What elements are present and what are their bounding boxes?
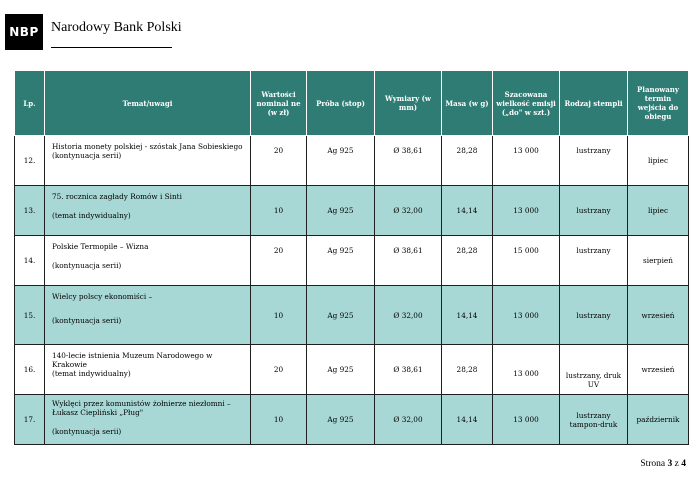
cell-mass: 28,28 [442, 345, 493, 395]
table-row [15, 136, 689, 186]
cell-dimensions: Ø 32,00 [375, 286, 442, 345]
col-header-nominal: Wartości nominal ne (w zł) [251, 71, 307, 136]
cell-release-date: wrzesień [628, 286, 689, 345]
cell-alloy: Ag 925 [307, 345, 375, 395]
cell-release-date: lipiec [628, 136, 689, 186]
cell-topic [45, 345, 251, 395]
cell-alloy: Ag 925 [307, 136, 375, 186]
cell-topic [45, 186, 251, 236]
cell-mass: 14,14 [442, 286, 493, 345]
cell-topic [45, 136, 251, 186]
total-pages: 4 [681, 459, 686, 469]
bank-name: Narodowy Bank Polski [51, 20, 182, 35]
cell-die-type: lustrzany tampon-druk [560, 395, 628, 445]
cell-release-date: październik [628, 395, 689, 445]
table-row [15, 236, 689, 286]
cell-release-date: sierpień [628, 236, 689, 286]
col-header-dimensions: Wymiary (w mm) [375, 71, 442, 136]
topic-note: (temat indywidualny) [52, 369, 131, 378]
cell-nominal: 10 [251, 286, 307, 345]
topic-note: (kontynuacja serii) [52, 261, 122, 270]
page-number [640, 459, 686, 469]
topic-note: (kontynuacja serii) [52, 316, 122, 325]
cell-lp: 16. [15, 345, 45, 395]
cell-lp: 12. [15, 136, 45, 186]
cell-die-type: lustrzany, druk UV [560, 345, 628, 395]
topic-note: (kontynuacja serii) [52, 427, 122, 436]
table-row [15, 286, 689, 345]
cell-die-type: lustrzany [560, 286, 628, 345]
cell-dimensions: Ø 38,61 [375, 345, 442, 395]
cell-topic [45, 236, 251, 286]
cell-nominal: 20 [251, 345, 307, 395]
topic-title: 140-lecie istnienia Muzeum Narodowego w Krakowie [52, 351, 213, 369]
cell-mintage: 13 000 [493, 345, 560, 395]
table-row [15, 186, 689, 236]
topic-title: Polskie Termopile – Wizna [52, 242, 149, 251]
cell-mass: 14,14 [442, 186, 493, 236]
cell-alloy: Ag 925 [307, 395, 375, 445]
cell-dimensions: Ø 38,61 [375, 236, 442, 286]
cell-mintage: 13 000 [493, 136, 560, 186]
cell-topic [45, 286, 251, 345]
col-header-topic: Temat/uwagi [45, 71, 251, 136]
col-header-mintage: Szacowana wielkość emisji („do" w szt.) [493, 71, 560, 136]
nbp-logo: NBP [5, 14, 43, 50]
cell-die-type: lustrzany [560, 136, 628, 186]
col-header-die-type: Rodzaj stempli [560, 71, 628, 136]
cell-mintage: 13 000 [493, 186, 560, 236]
table-header-row [15, 71, 689, 136]
cell-release-date: wrzesień [628, 345, 689, 395]
col-header-alloy: Próba (stop) [307, 71, 375, 136]
col-header-lp: Lp. [15, 71, 45, 136]
cell-nominal: 20 [251, 236, 307, 286]
cell-mintage: 13 000 [493, 286, 560, 345]
cell-topic [45, 395, 251, 445]
cell-release-date: lipiec [628, 186, 689, 236]
col-header-release-date: Planowany termin wejścia do obiegu [628, 71, 689, 136]
cell-lp: 17. [15, 395, 45, 445]
topic-title: Wielcy polscy ekonomiści – [52, 292, 153, 301]
cell-nominal: 20 [251, 136, 307, 186]
col-header-mass: Masa (w g) [442, 71, 493, 136]
cell-mass: 28,28 [442, 236, 493, 286]
cell-mintage: 15 000 [493, 236, 560, 286]
cell-dimensions: Ø 32,00 [375, 186, 442, 236]
coin-issue-table [14, 70, 689, 445]
page-separator: z [674, 459, 679, 469]
cell-mass: 14,14 [442, 395, 493, 445]
cell-mintage: 13 000 [493, 395, 560, 445]
cell-alloy: Ag 925 [307, 236, 375, 286]
topic-title: 75. rocznica zagłady Romów i Sinti [52, 192, 182, 201]
cell-die-type: lustrzany [560, 236, 628, 286]
current-page: 3 [667, 459, 673, 469]
header-divider [51, 47, 172, 48]
cell-mass: 28,28 [442, 136, 493, 186]
cell-nominal: 10 [251, 395, 307, 445]
cell-lp: 15. [15, 286, 45, 345]
cell-nominal: 10 [251, 186, 307, 236]
cell-alloy: Ag 925 [307, 286, 375, 345]
topic-title: Historia monety polskiej - szóstak Jana Sobieskiego [52, 142, 243, 151]
topic-note: (temat indywidualny) [52, 211, 131, 220]
topic-title: Wyklęci przez komunistów żołnierze niezłomni – Łukasz Ciepliński „Pług" [52, 399, 231, 417]
cell-die-type: lustrzany [560, 186, 628, 236]
cell-lp: 13. [15, 186, 45, 236]
topic-note: (kontynuacja serii) [52, 151, 122, 160]
cell-alloy: Ag 925 [307, 186, 375, 236]
page-prefix: Strona [640, 459, 666, 469]
cell-lp: 14. [15, 236, 45, 286]
cell-dimensions: Ø 32,00 [375, 395, 442, 445]
cell-dimensions: Ø 38,61 [375, 136, 442, 186]
table-row [15, 345, 689, 395]
table-row [15, 395, 689, 445]
